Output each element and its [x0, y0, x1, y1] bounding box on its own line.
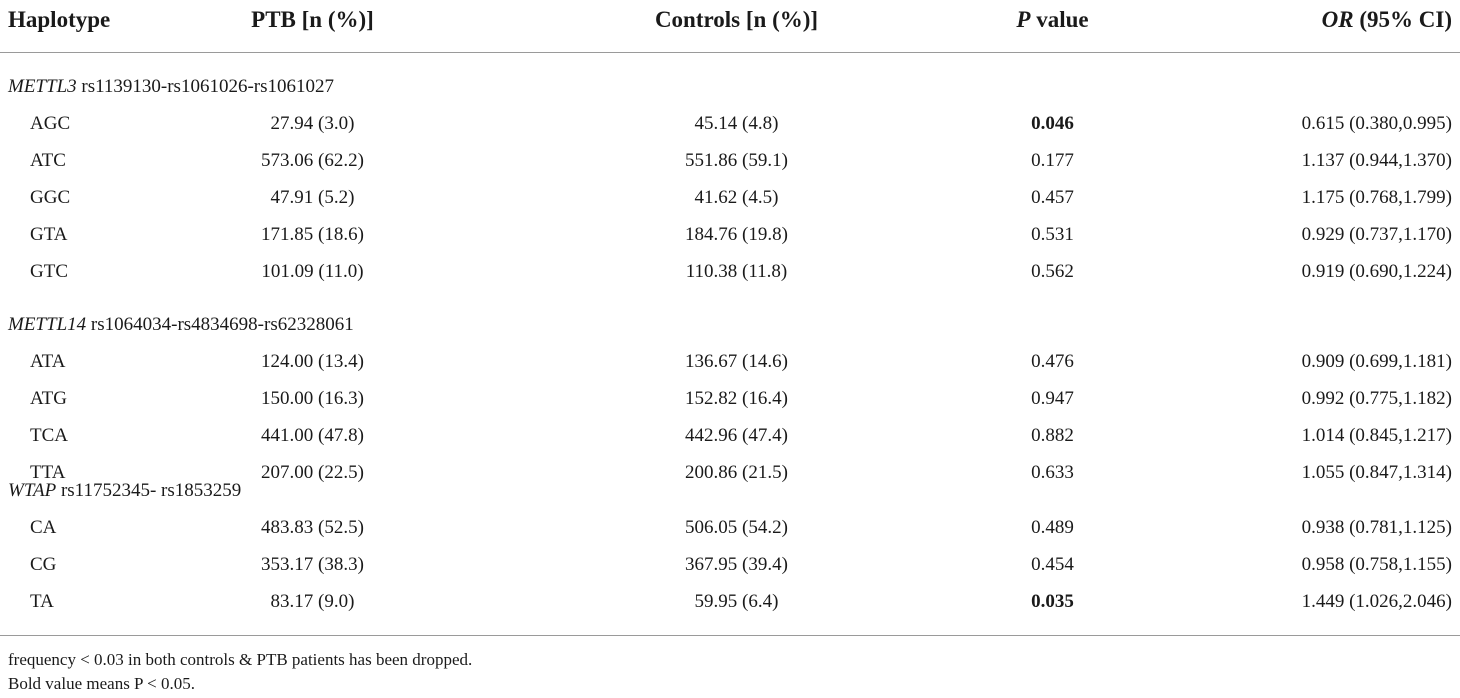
- haplotype-cell: ATA: [30, 351, 66, 372]
- ptb-cell: 47.91 (5.2): [270, 187, 355, 208]
- controls-cell: 367.95 (39.4): [685, 554, 788, 575]
- header-controls: Controls [n (%)]: [654, 7, 819, 32]
- ptb-cell: 83.17 (9.0): [270, 591, 355, 612]
- group-label: [8, 69, 334, 105]
- or-cell: 1.449 (1.026,2.046): [1301, 591, 1452, 612]
- group-label: [8, 473, 241, 509]
- snp-list: rs11752345- rs1853259: [56, 480, 242, 501]
- p-value-cell: 0.531: [1031, 224, 1074, 245]
- p-value-cell: 0.633: [1031, 462, 1074, 483]
- haplotype-cell: CA: [30, 517, 57, 538]
- table-row: [0, 381, 1460, 417]
- ptb-cell: 150.00 (16.3): [261, 388, 364, 409]
- p-value-cell: 0.457: [1031, 187, 1074, 208]
- haplotype-cell: GTC: [30, 261, 68, 282]
- or-cell: 1.175 (0.768,1.799): [1301, 187, 1452, 208]
- header-ptb: PTB [n (%)]: [251, 7, 374, 32]
- controls-cell: 110.38 (11.8): [685, 261, 788, 282]
- header-p-rest: value: [1030, 7, 1089, 32]
- or-cell: 0.909 (0.699,1.181): [1301, 351, 1452, 372]
- table-row: [0, 584, 1460, 620]
- controls-cell: 442.96 (47.4): [685, 425, 788, 446]
- table-row: [0, 106, 1460, 142]
- controls-cell: 551.86 (59.1): [685, 150, 788, 171]
- footnote-dropped: frequency < 0.03 in both controls & PTB patients has been dropped.: [8, 650, 473, 669]
- ptb-cell: 27.94 (3.0): [270, 113, 355, 134]
- p-value-cell: 0.947: [1031, 388, 1074, 409]
- snp-list: rs1139130-rs1061026-rs1061027: [76, 76, 335, 97]
- haplotype-cell: CG: [30, 554, 57, 575]
- group-label: [8, 307, 354, 343]
- haplotype-cell: TTA: [30, 462, 66, 483]
- haplotype-cell: ATC: [30, 150, 66, 171]
- p-value-cell: 0.177: [1031, 150, 1074, 171]
- header-or: [1322, 0, 1452, 40]
- gene-name: METTL3: [8, 76, 77, 97]
- snp-list: rs1064034-rs4834698-rs62328061: [86, 314, 354, 335]
- bottom-rule: [0, 635, 1460, 636]
- or-cell: 1.055 (0.847,1.314): [1301, 462, 1452, 483]
- or-cell: 0.615 (0.380,0.995): [1301, 113, 1452, 134]
- controls-cell: 45.14 (4.8): [694, 113, 779, 134]
- haplotype-cell: GGC: [30, 187, 71, 208]
- table-row: [0, 180, 1460, 216]
- controls-cell: 152.82 (16.4): [685, 388, 788, 409]
- or-cell: 1.137 (0.944,1.370): [1301, 150, 1452, 171]
- ptb-cell: 573.06 (62.2): [261, 150, 364, 171]
- controls-cell: 506.05 (54.2): [685, 517, 788, 538]
- p-value-cell: 0.454: [1031, 554, 1074, 575]
- p-value-cell: 0.476: [1031, 351, 1074, 372]
- or-cell: 0.992 (0.775,1.182): [1301, 388, 1452, 409]
- ptb-cell: 124.00 (13.4): [261, 351, 364, 372]
- table-row: [0, 254, 1460, 290]
- ptb-cell: 171.85 (18.6): [261, 224, 364, 245]
- table-row: [0, 547, 1460, 583]
- header-or-rest: (95% CI): [1353, 7, 1452, 32]
- or-cell: 0.919 (0.690,1.224): [1301, 261, 1452, 282]
- header-rule: [0, 52, 1460, 53]
- table-header-row: [0, 0, 1460, 36]
- p-value-cell: 0.562: [1031, 261, 1074, 282]
- table-row: [0, 143, 1460, 179]
- p-value-cell: 0.035: [1031, 591, 1074, 612]
- table-row: [0, 510, 1460, 546]
- p-value-cell: 0.489: [1031, 517, 1074, 538]
- or-cell: 0.958 (0.758,1.155): [1301, 554, 1452, 575]
- header-or-italic: OR: [1321, 7, 1354, 32]
- or-cell: 0.929 (0.737,1.170): [1301, 224, 1452, 245]
- gene-name: WTAP: [8, 480, 57, 501]
- ptb-cell: 101.09 (11.0): [261, 261, 364, 282]
- table-row: [0, 418, 1460, 454]
- ptb-cell: 441.00 (47.8): [261, 425, 364, 446]
- table-row: [0, 344, 1460, 380]
- controls-cell: 41.62 (4.5): [694, 187, 779, 208]
- p-value-cell: 0.046: [1031, 113, 1074, 134]
- or-cell: 1.014 (0.845,1.217): [1301, 425, 1452, 446]
- ptb-cell: 483.83 (52.5): [261, 517, 364, 538]
- table-row: [0, 217, 1460, 253]
- or-cell: 0.938 (0.781,1.125): [1301, 517, 1452, 538]
- haplotype-cell: AGC: [30, 113, 71, 134]
- haplotype-cell: ATG: [30, 388, 67, 409]
- header-p-italic: P: [1016, 7, 1031, 32]
- header-p-value: [900, 0, 1205, 40]
- controls-cell: 200.86 (21.5): [685, 462, 788, 483]
- haplotype-cell: TCA: [30, 425, 68, 446]
- controls-cell: 59.95 (6.4): [694, 591, 779, 612]
- footnote-bold: Bold value means P < 0.05.: [8, 674, 195, 693]
- controls-cell: 184.76 (19.8): [685, 224, 788, 245]
- ptb-cell: 353.17 (38.3): [261, 554, 364, 575]
- header-haplotype: Haplotype: [8, 7, 111, 32]
- ptb-cell: 207.00 (22.5): [261, 462, 364, 483]
- haplotype-cell: GTA: [30, 224, 68, 245]
- haplotype-cell: TA: [30, 591, 54, 612]
- controls-cell: 136.67 (14.6): [685, 351, 788, 372]
- p-value-cell: 0.882: [1031, 425, 1074, 446]
- gene-name: METTL14: [8, 314, 87, 335]
